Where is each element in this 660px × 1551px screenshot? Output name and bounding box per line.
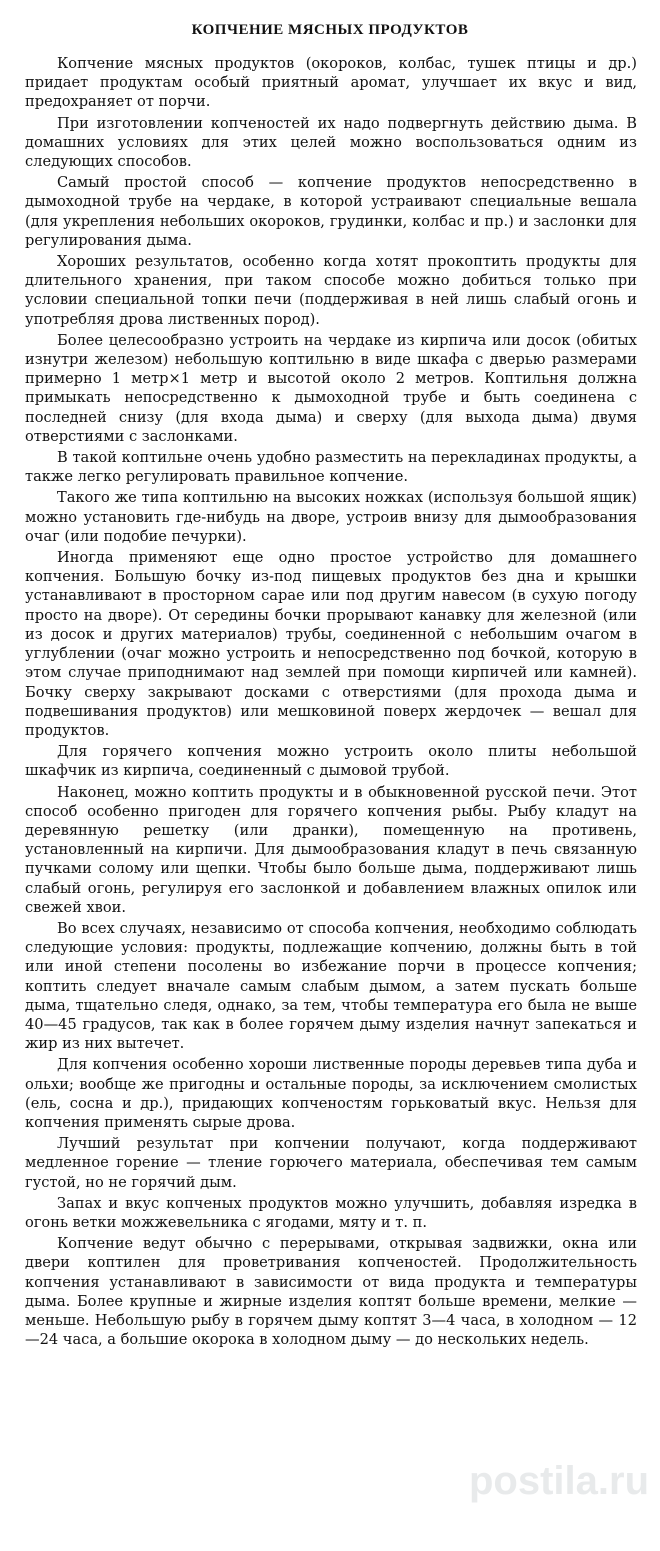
paragraph: В такой коптильне очень удобно разместить на перекладинах продукты, а также легко регулировать правильное копчение.	[25, 449, 637, 486]
page-title: КОПЧЕНИЕ МЯСНЫХ ПРОДУКТОВ	[191, 22, 469, 38]
paragraph: Самый простой способ — копчение продуктов непосредственно в дымоходной трубе на чердаке, в которой устраивают специальные вешала (для укрепления небольших окороков, грудинки, колбас и пр.) и заслонки для регулирования дыма.	[25, 174, 637, 249]
paragraph: Иногда применяют еще одно простое устройство для домашнего копчения. Большую бочку из-под пищевых продуктов без дна и крышки устанавливают в просторном сарае или под другим навесом (в сухую погоду просто на дворе). От середины бочки прорывают канавку для железной (или из досок и других материалов) трубы, соединенной с небольшим очагом в углублении (очаг можно устроить и непосредственно под бочкой, которую в этом случае приподнимают над землей при помощи кирпичей или камней). Бочку сверху закрывают досками с отверстиями (для прохода дыма и подвешивания продуктов) или мешковиной поверх жердочек — вешал для продуктов.	[25, 549, 637, 739]
paragraph: Такого же типа коптильню на высоких ножках (используя большой ящик) можно установить где-нибудь на дворе, устроив внизу для дымообразования очаг (или подобие печурки).	[25, 489, 637, 545]
paragraph: Запах и вкус копченых продуктов можно улучшить, добавляя изредка в огонь ветки можжевельника с ягодами, мяту и т. п.	[25, 1194, 637, 1231]
paragraph: Для горячего копчения можно устроить около плиты небольшой шкафчик из кирпича, соединенный с дымовой трубой.	[25, 743, 637, 780]
paragraph: Более целесообразно устроить на чердаке из кирпича или досок (обитых изнутри железом) небольшую коптильню в виде шкафа с дверью размерами примерно 1 метр×1 метр и высотой около 2 метров. Коптильня должна примыкать непосредственно к дымоходной трубе и быть соединена с последней снизу (для входа дыма) и сверху (для выхода дыма) двумя отверстиями с заслонками.	[25, 331, 637, 445]
paragraph: Во всех случаях, независимо от способа копчения, необходимо соблюдать следующие условия: продукты, подлежащие копчению, должны быть в той или иной степени посолены во избежание порчи в процессе копчения; коптить следует вначале самым слабым дымом, а затем пускать больше дыма, тщательно следя, однако, за тем, чтобы температура его была не выше 40—45 градусов, так как в более горячем дыму изделия начнут запекаться и жир из них вытечет.	[25, 919, 637, 1053]
paragraph: Копчение мясных продуктов (окороков, колбас, тушек птицы и др.) придает продуктам особый приятный аромат, улучшает их вкус и вид, предохраняет от порчи.	[25, 55, 637, 111]
article-body	[25, 54, 637, 1351]
svg-text:postila.ru: postila.ru	[469, 1459, 650, 1503]
watermark-logo-icon	[465, 1450, 655, 1514]
watermark	[465, 1450, 655, 1514]
paragraph: Копчение ведут обычно с перерывами, открывая задвижки, окна или двери коптилен для проветривания копченостей. Продолжительность копчения устанавливают в зависимости от вида продукта и температуры дыма. Более крупные и жирные изделия коптят больше времени, мелкие — меньше. Небольшую рыбу в горячем дыму коптят 3—4 часа, в холодном — 12—24 часа, а большие окорока в холодном дыму — до нескольких недель.	[25, 1235, 637, 1349]
paragraph: Для копчения особенно хороши лиственные породы деревьев типа дуба и ольхи; вообще же пригодны и остальные породы, за исключением смолистых (ель, сосна и др.), придающих копченостям горьковатый вкус. Нельзя для копчения применять сырые дрова.	[25, 1056, 637, 1131]
paragraph: Хороших результатов, особенно когда хотят прокоптить продукты для длительного хранения, при таком способе можно добиться только при условии специальной топки печи (поддерживая в ней лишь слабый огонь и употребляя дрова лиственных пород).	[25, 253, 637, 328]
paragraph: Наконец, можно коптить продукты и в обыкновенной русской печи. Этот способ особенно пригоден для горячего копчения рыбы. Рыбу кладут на деревянную решетку (или дранки), помещенную на противень, установленный на кирпичи. Для дымообразования кладут в печь связанную пучками солому или щепки. Чтобы было больше дыма, поддерживают лишь слабый огонь, регулируя его заслонкой и добавлением влажных опилок или свежей хвои.	[25, 783, 637, 916]
paragraph: Лучший результат при копчении получают, когда поддерживают медленное горение — тление горючего материала, обеспечивая тем самым густой, но не горячий дым.	[25, 1135, 637, 1191]
paragraph: При изготовлении копченостей их надо подвергнуть действию дыма. В домашних условиях для этих целей можно воспользоваться одним из следующих способов.	[25, 114, 637, 171]
